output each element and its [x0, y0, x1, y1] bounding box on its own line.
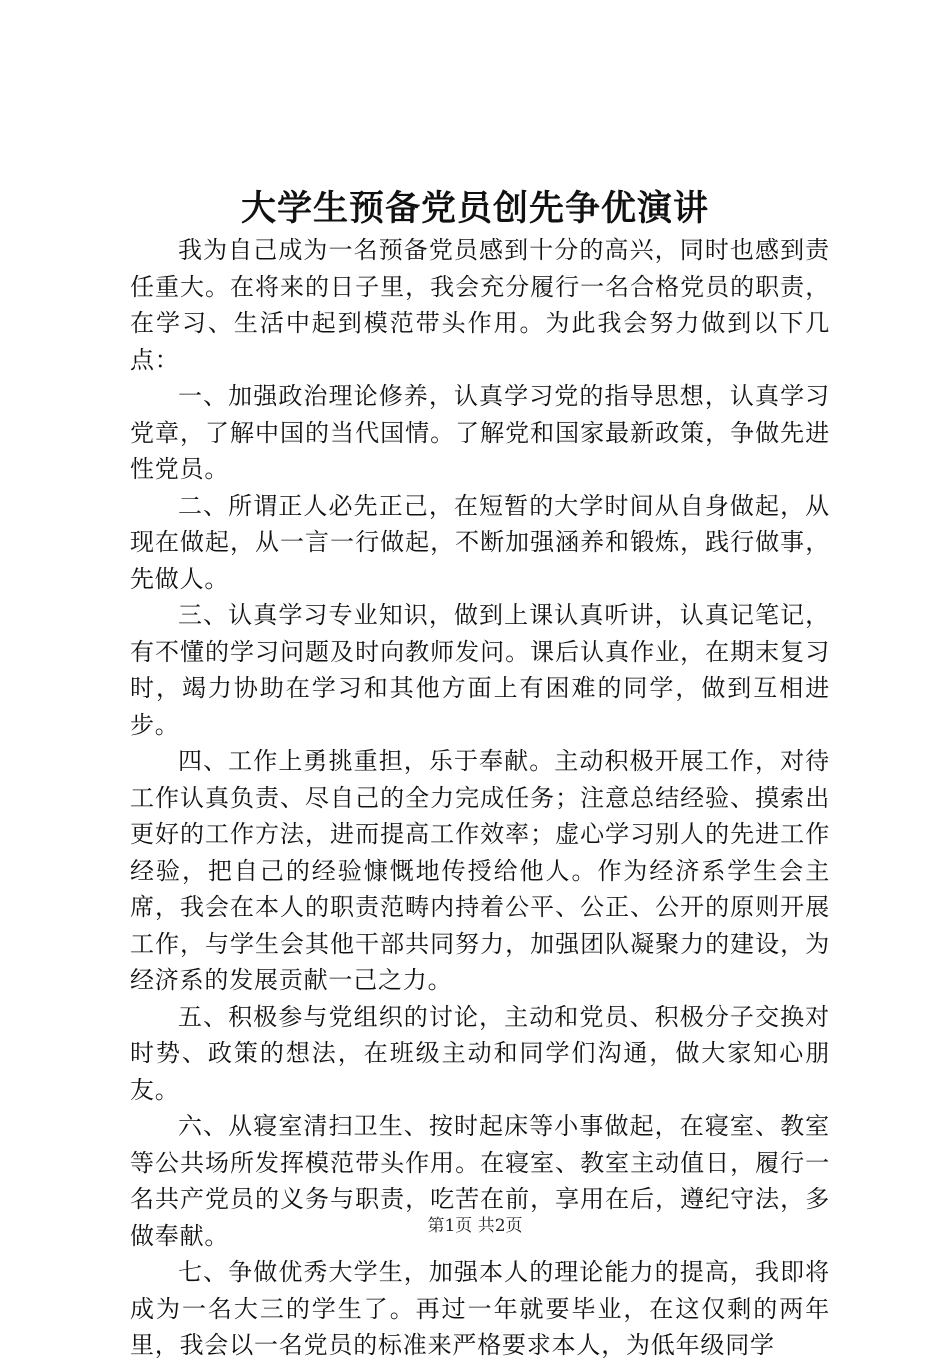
paragraph-point-5: 五、积极参与党组织的讨论，主动和党员、积极分子交换对时势、政策的想法，在班级主动和同学们沟通，做大家知心朋友。 [130, 1002, 830, 1104]
paragraph-point-2: 二、所谓正人必先正己，在短暂的大学时间从自身做起，从现在做起，从一言一行做起，不断加强涵养和锻炼，践行做事，先做人。 [130, 491, 830, 593]
document-body [130, 232, 830, 1364]
paragraph-point-6: 六、从寝室清扫卫生、按时起床等小事做起，在寝室、教室等公共场所发挥模范带头作用。在寝室、教室主动值日，履行一名共产党员的义务与职责，吃苦在前，享用在后，遵纪守法，多做奉献。 [130, 1112, 830, 1250]
paragraph-point-4: 四、工作上勇挑重担，乐于奉献。主动积极开展工作，对待工作认真负责、尽自己的全力完成任务；注意总结经验、摸索出更好的工作方法，进而提高工作效率；虚心学习别人的先进工作经验，把自己的经验慷慨地传授给他人。作为经济系学生会主席，我会在本人的职责范畴内持着公平、公正、公开的原则开展工作，与学生会其他干部共同努力，加强团队凝聚力的建设，为经济系的发展贡献一己之力。 [130, 747, 830, 994]
page-number-footer: 第1页 共2页 [427, 1216, 523, 1236]
paragraph-point-7: 七、争做优秀大学生，加强本人的理论能力的提高，我即将成为一名大三的学生了。再过一年就要毕业，在这仅剩的两年里，我会以一名党员的标准来严格要求本人，为低年级同学 [130, 1258, 830, 1359]
paragraph-point-3: 三、认真学习专业知识，做到上课认真听讲，认真记笔记，有不懂的学习问题及时向教师发问。课后认真作业，在期末复习时，竭力协助在学习和其他方面上有困难的同学，做到互相进步。 [130, 601, 830, 739]
document-title: 大学生预备党员创先争优演讲 [240, 188, 709, 229]
paragraph-point-1: 一、加强政治理论修养，认真学习党的指导思想，认真学习党章，了解中国的当代国情。了解党和国家最新政策，争做先进性党员。 [130, 382, 830, 483]
paragraph-intro: 我为自己成为一名预备党员感到十分的高兴，同时也感到责任重大。在将来的日子里，我会充分履行一名合格党员的职责，在学习、生活中起到模范带头作用。为此我会努力做到以下几点： [130, 236, 830, 374]
